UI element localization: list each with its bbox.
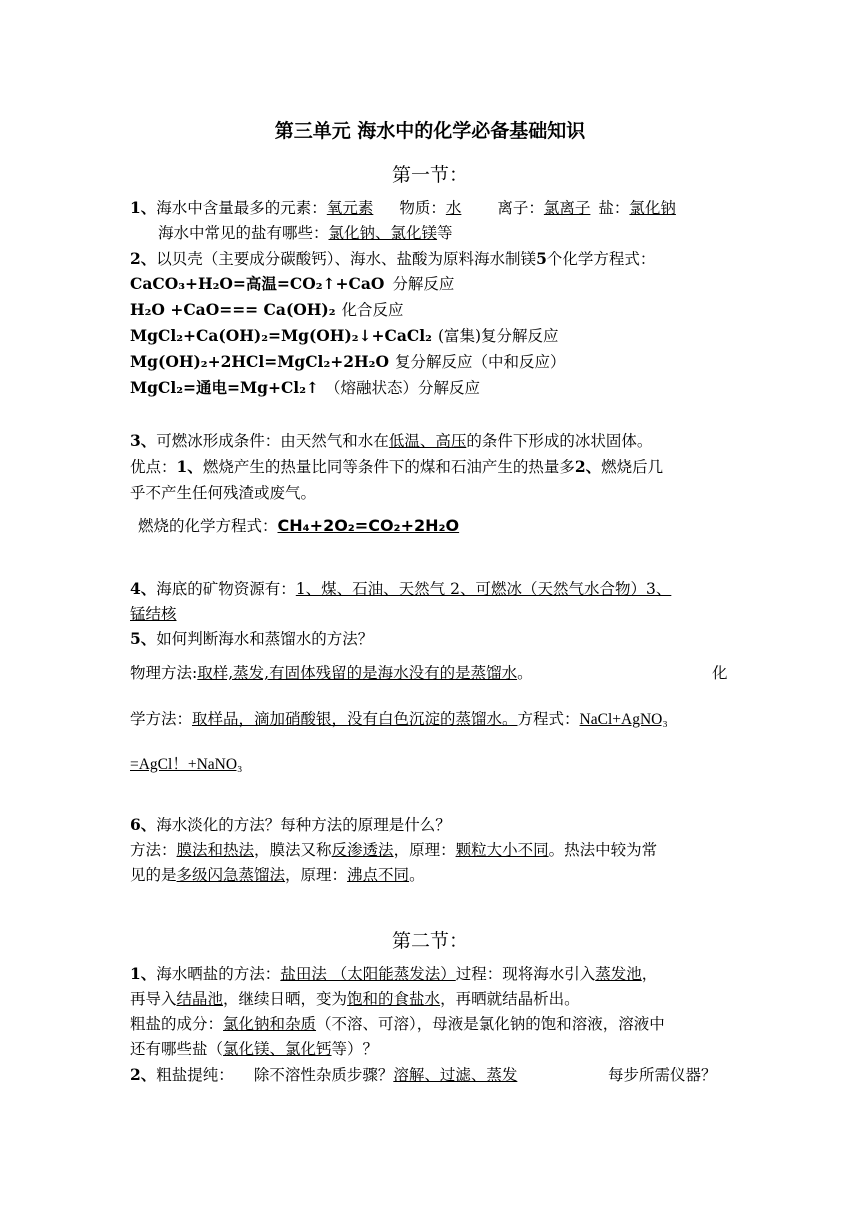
- q5-line-end: 化: [712, 664, 728, 682]
- equation-5: MgCl₂=通电=Mg+Cl₂↑ （熔融状态）分解反应: [130, 378, 480, 397]
- q5-equation-cont: =AgCl！+NaNO₃: [130, 756, 243, 773]
- q3-line1: 3、可燃冰形成条件：由天然气和水在低温、高压的条件下形成的冰状固体。: [130, 431, 653, 450]
- q6-line1: 6、海水淡化的方法？每种方法的原理是什么？: [130, 815, 451, 834]
- page-title: 第三单元 海水中的化学必备基础知识: [274, 120, 586, 142]
- q5-chemical-method: 学方法：取样品，滴加硝酸银，没有白色沉淀的蒸馏水。方程式：NaCl+AgNO₃: [130, 710, 668, 728]
- q6-line2: 方法：膜法和热法，膜法又称反渗透法，原理：颗粒大小不同。热法中较为常: [130, 841, 658, 859]
- q1-line2: 海水中常见的盐有哪些：氯化钠、氯化镁等: [158, 224, 453, 242]
- q3-line2: 优点：1、燃烧产生的热量比同等条件下的煤和石油产生的热量多2、燃烧后几: [130, 457, 664, 476]
- s2-q1-line2: 再导入结晶池，继续日晒，变为饱和的食盐水，再晒就结晶析出。: [130, 990, 580, 1008]
- equation-2: H₂O +CaO=== Ca(OH)₂ 化合反应: [130, 300, 404, 319]
- q5-line1: 5、如何判断海水和蒸馏水的方法？: [130, 629, 374, 648]
- q3-line3: 乎不产生任何残渣或废气。: [130, 484, 317, 502]
- section-heading-1: 第一节：: [391, 164, 468, 186]
- equation-3: MgCl₂+Ca(OH)₂=Mg(OH)₂↓+CaCl₂ (富集)复分解反应: [130, 326, 559, 345]
- s2-q1-line3: 粗盐的成分：氯化钠和杂质（不溶、可溶），母液是氯化钠的饱和溶液，溶液中: [130, 1015, 665, 1033]
- q5-physical-method: 物理方法:取样,蒸发,有固体残留的是海水没有的是蒸馏水。: [130, 664, 533, 682]
- combustion-equation: 燃烧的化学方程式：CH₄+2O₂=CO₂+2H₂O: [138, 516, 460, 535]
- s2-q2-instruments: 每步所需仪器？: [608, 1066, 717, 1084]
- q2-line1: 2、以贝壳（主要成分碳酸钙）、海水、盐酸为原料海水制镁5个化学方程式：: [130, 249, 656, 268]
- q4-line1: 4、海底的矿物资源有：1、煤、石油、天然气 2、可燃冰（天然气水合物）3、: [130, 579, 672, 598]
- equation-1: CaCO₃+H₂O=高温=CO₂↑+CaO 分解反应: [130, 274, 455, 293]
- q6-line3: 见的是多级闪急蒸馏法，原理：沸点不同。: [130, 866, 425, 884]
- equation-4: Mg(OH)₂+2HCl=MgCl₂+2H₂O 复分解反应（中和反应）: [130, 352, 566, 371]
- q1-line1: 1、海水中含量最多的元素：氧元素 物质：水 离子：氯离子 盐：氯化钠: [130, 198, 676, 217]
- s2-q2-line1: 2、粗盐提纯： 除不溶性杂质步骤？溶解、过滤、蒸发: [130, 1065, 518, 1084]
- s2-q1-line1: 1、海水晒盐的方法：盐田法 （太阳能蒸发法）过程：现将海水引入蒸发池，: [130, 964, 658, 983]
- q4-line2: 锰结核: [130, 605, 177, 623]
- s2-q1-line4: 还有哪些盐（氯化镁、氯化钙等）？: [130, 1040, 379, 1058]
- section-heading-2: 第二节：: [391, 930, 468, 952]
